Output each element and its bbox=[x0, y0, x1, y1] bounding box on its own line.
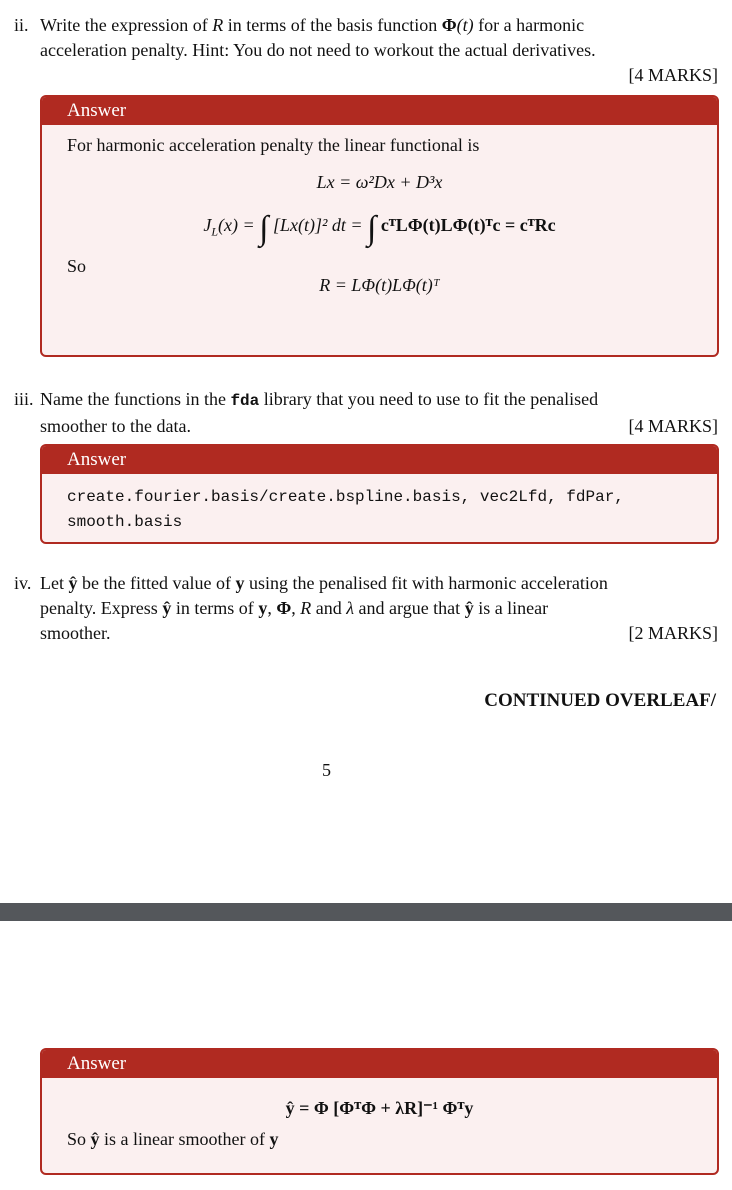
question-text-line1: Let ŷ be the fitted value of y using the penalised fit with harmonic acceleration bbox=[40, 573, 608, 593]
code-line-1: create.fourier.basis/create.bspline.basis, vec2Lfd, fdPar, bbox=[67, 488, 624, 506]
question-text-line3: smoother. [2 MARKS] bbox=[40, 621, 718, 646]
question-number: iv. bbox=[14, 573, 32, 593]
equation-lx: Lx = ω²Dx + D³x bbox=[316, 172, 443, 192]
code-line-2: smooth.basis bbox=[67, 513, 183, 531]
marks-label: [4 MARKS] bbox=[628, 416, 718, 436]
answer-title: Answer bbox=[42, 446, 717, 474]
question-number: iii. bbox=[14, 389, 34, 409]
page-divider bbox=[0, 903, 732, 921]
answer-title: Answer bbox=[42, 97, 717, 125]
continued-overleaf: CONTINUED OVERLEAF/ bbox=[484, 690, 716, 711]
so-label: So bbox=[67, 255, 87, 276]
question-text-line1: Write the expression of R in terms of the basis function Φ(t) for a harmonic bbox=[40, 15, 585, 35]
answer-intro: For harmonic acceleration penalty the linear functional is bbox=[67, 135, 480, 155]
question-text-line2: penalty. Express ŷ in terms of y, Φ, R and λ and argue that ŷ is a linear bbox=[40, 598, 549, 618]
question-ii bbox=[14, 13, 718, 88]
equation-yhat: ŷ = Φ [ΦᵀΦ + λR]⁻¹ Φᵀy bbox=[285, 1098, 474, 1118]
answer-box-iv bbox=[40, 1048, 719, 1175]
marks-label: [4 MARKS] bbox=[628, 65, 718, 85]
question-iii bbox=[14, 387, 718, 439]
question-iv bbox=[14, 571, 718, 646]
question-text-line2: acceleration penalty. Hint: You do not need to workout the actual derivatives. bbox=[40, 40, 596, 60]
question-text-line1: Name the functions in the fda library that you need to use to fit the penalised bbox=[40, 389, 599, 410]
equation-r: R = LΦ(t)LΦ(t)ᵀ bbox=[319, 274, 440, 295]
question-text-line2: smoother to the data. [4 MARKS] bbox=[40, 414, 718, 439]
page-number: 5 bbox=[322, 760, 331, 780]
equation-jl: $J_L(x)$ = ∫ [Lx(t)]² dt = ∫ cᵀLΦ(t)LΦ(t)ᵀc = cᵀRc bbox=[203, 210, 556, 247]
answer-box-ii bbox=[40, 95, 719, 357]
question-number: ii. bbox=[14, 15, 29, 35]
marks-label: [2 MARKS] bbox=[628, 623, 718, 643]
conclusion: So ŷ is a linear smoother of y bbox=[67, 1129, 279, 1149]
answer-title: Answer bbox=[42, 1050, 717, 1078]
answer-box-iii bbox=[40, 444, 719, 544]
